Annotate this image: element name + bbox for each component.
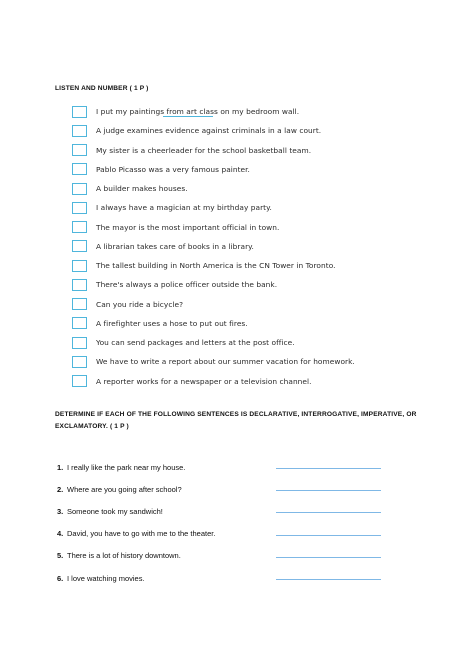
sentence-text: Where are you going after school? bbox=[67, 484, 182, 494]
list-item bbox=[72, 333, 362, 352]
sentence-text: A firefighter uses a hose to put out fires. bbox=[96, 318, 248, 328]
sentence-text: Someone took my sandwich! bbox=[67, 506, 163, 516]
number-box[interactable] bbox=[72, 317, 87, 329]
list-item bbox=[57, 523, 387, 545]
sentence-text: David, you have to go with me to the theater. bbox=[67, 529, 216, 539]
item-number: 4. bbox=[57, 529, 64, 539]
list-item bbox=[57, 545, 387, 567]
number-box[interactable] bbox=[72, 221, 87, 233]
list-item bbox=[57, 456, 387, 478]
list-item bbox=[72, 198, 362, 217]
number-box[interactable] bbox=[72, 240, 87, 252]
answer-line[interactable] bbox=[276, 579, 381, 580]
list-item bbox=[72, 237, 362, 256]
list-item bbox=[72, 372, 362, 391]
number-box[interactable] bbox=[72, 356, 87, 368]
sentence-text: There's always a police officer outside the bank. bbox=[96, 280, 278, 290]
sentence-type-list bbox=[57, 456, 387, 589]
list-item bbox=[72, 275, 362, 294]
sentence-text: A librarian takes care of books in a library. bbox=[96, 241, 254, 251]
sentence-text: A reporter works for a newspaper or a television channel. bbox=[96, 376, 312, 386]
sentence-text: The tallest building in North America is the CN Tower in Toronto. bbox=[96, 261, 336, 271]
sentence-text: A judge examines evidence against criminals in a law court. bbox=[96, 126, 322, 136]
sentence-text: I really like the park near my house. bbox=[67, 462, 186, 472]
sentence-text: You can send packages and letters at the post office. bbox=[96, 338, 295, 348]
listen-and-number-list bbox=[72, 102, 362, 391]
item-number: 6. bbox=[57, 573, 64, 583]
list-item bbox=[72, 160, 362, 179]
item-number: 2. bbox=[57, 484, 64, 494]
list-item bbox=[72, 141, 362, 160]
number-box[interactable] bbox=[72, 106, 87, 118]
number-box[interactable] bbox=[72, 202, 87, 214]
underline-mark bbox=[163, 116, 213, 117]
number-box[interactable] bbox=[72, 183, 87, 195]
sentence-text: I love watching movies. bbox=[67, 573, 145, 583]
item-number: 1. bbox=[57, 462, 64, 472]
sentence-text: I always have a magician at my birthday party. bbox=[96, 203, 272, 213]
sentence-text: There is a lot of history downtown. bbox=[67, 551, 181, 561]
list-item bbox=[72, 256, 362, 275]
list-item bbox=[72, 102, 362, 121]
item-number: 5. bbox=[57, 551, 64, 561]
answer-line[interactable] bbox=[276, 512, 381, 513]
number-box[interactable] bbox=[72, 144, 87, 156]
sentence-text: We have to write a report about our summer vacation for homework. bbox=[96, 357, 355, 367]
number-box[interactable] bbox=[72, 260, 87, 272]
answer-line[interactable] bbox=[276, 557, 381, 558]
sentence-text: Can you ride a bicycle? bbox=[96, 299, 184, 309]
number-box[interactable] bbox=[72, 337, 87, 349]
number-box[interactable] bbox=[72, 298, 87, 310]
list-item bbox=[72, 121, 362, 140]
list-item bbox=[72, 352, 362, 371]
number-box[interactable] bbox=[72, 375, 87, 387]
list-item bbox=[72, 314, 362, 333]
answer-line[interactable] bbox=[276, 535, 381, 536]
list-item bbox=[72, 179, 362, 198]
list-item bbox=[57, 567, 387, 589]
list-item bbox=[57, 478, 387, 500]
listen-heading: LISTEN AND NUMBER ( 1 P ) bbox=[55, 85, 149, 92]
answer-line[interactable] bbox=[276, 490, 381, 491]
list-item bbox=[72, 218, 362, 237]
list-item bbox=[72, 295, 362, 314]
sentence-text: Pablo Picasso was a very famous painter. bbox=[96, 164, 250, 174]
sentence-text: A builder makes houses. bbox=[96, 184, 188, 194]
number-box[interactable] bbox=[72, 163, 87, 175]
determine-heading: DETERMINE IF EACH OF THE FOLLOWING SENTENCES IS DECLARATIVE, INTERROGATIVE, IMPERATIVE, OR EXCLAMATORY. ( 1 P ) bbox=[55, 411, 417, 430]
item-number: 3. bbox=[57, 506, 64, 516]
sentence-text: The mayor is the most important official in town. bbox=[96, 222, 280, 232]
sentence-text: My sister is a cheerleader for the school basketball team. bbox=[96, 145, 312, 155]
sentence-text: I put my paintings from art class on my bedroom wall. bbox=[96, 107, 300, 117]
number-box[interactable] bbox=[72, 279, 87, 291]
number-box[interactable] bbox=[72, 125, 87, 137]
list-item bbox=[57, 500, 387, 522]
answer-line[interactable] bbox=[276, 468, 381, 469]
